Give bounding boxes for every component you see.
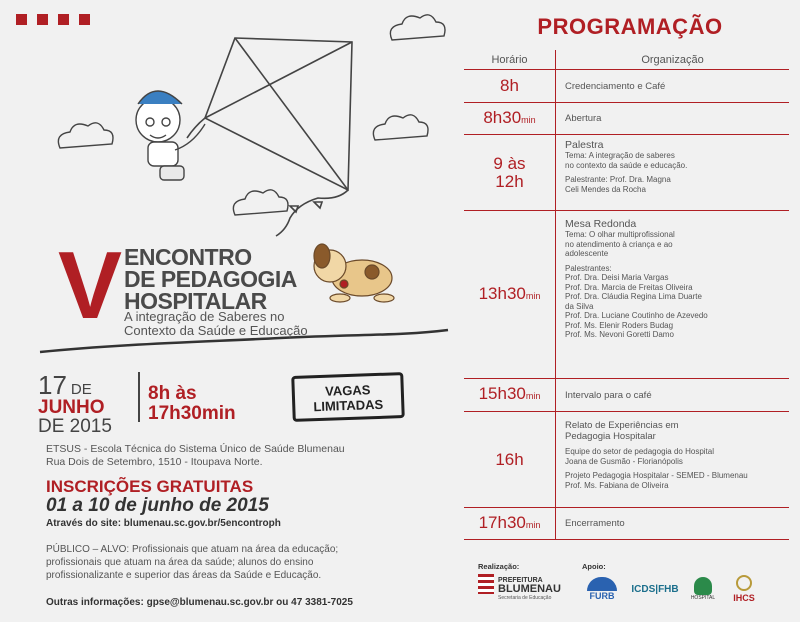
event-time	[148, 384, 236, 424]
row-titulo: Pedagogia Hospitalar	[565, 431, 656, 442]
inscricoes-dates: 01 a 10 de junho de 2015	[46, 495, 269, 516]
kite-illustration	[187, 38, 352, 236]
row-texto: Intervalo para o café	[565, 389, 652, 401]
event-subtitle	[124, 310, 308, 338]
row-palestrante: Palestrante: Prof. Dra. Magna	[565, 175, 671, 184]
location-line: Rua Dois de Setembro, 1510 - Itoupava Norte.	[46, 456, 263, 468]
table-row	[464, 70, 789, 103]
publico-line: PÚBLICO – ALVO: Profissionais que atuam na área da educação;	[46, 544, 339, 555]
publico-line: profissionais que atuam na área da saúde; alunos do ensino	[46, 557, 314, 568]
row-hora: 9 às 12h	[464, 135, 556, 210]
publico-line: profissionalizante e superior das áreas da Saúde e Educação.	[46, 570, 322, 581]
date-month: JUNHO	[38, 397, 105, 418]
time-line: 8h às	[148, 383, 197, 404]
row-tema: Tema: A integração de saberes	[565, 151, 675, 160]
location-line: ETSUS - Escola Técnica do Sistema Único de Saúde Blumenau	[46, 443, 345, 455]
row-hora: 8h	[464, 70, 556, 102]
row-titulo: Palestra	[565, 139, 604, 151]
inscricoes-site: Através do site: blumenau.sc.gov.br/5encontroph	[46, 518, 281, 529]
contact-info: Outras informações: gpse@blumenau.sc.gov.br ou 47 3381-7025	[46, 597, 353, 608]
event-date	[38, 372, 112, 436]
row-palestrante: Palestrantes:	[565, 263, 612, 273]
row-palestrante: Prof. Dra. Deisi Maria Vargas	[565, 273, 669, 282]
vagas-line: LIMITADAS	[313, 396, 384, 415]
row-tema: no atendimento à criança e ao	[565, 239, 673, 249]
row-equipe: Equipe do setor de pedagogia do Hospital	[565, 447, 714, 456]
row-texto: Abertura	[565, 113, 602, 124]
row-titulo: Relato de Experiências em	[565, 420, 679, 431]
col-horario: Horário	[464, 50, 556, 69]
hospital-logo: HOSPITAL	[686, 572, 720, 606]
event-title	[124, 246, 297, 312]
hospital-icon	[694, 577, 712, 595]
table-header	[464, 50, 789, 70]
date-day: 17	[38, 370, 67, 400]
row-tema: no contexto da saúde e educação.	[565, 160, 688, 170]
row-projeto: Prof. Ms. Fabiana de Oliveira	[565, 480, 669, 490]
row-texto: Encerramento	[565, 518, 625, 529]
row-titulo: Mesa Redonda	[565, 218, 637, 230]
inscricoes-title: INSCRIÇÕES GRATUITAS	[46, 477, 254, 496]
event-title-line: DE PEDAGOGIA	[124, 266, 297, 292]
row-palestrante: da Silva	[565, 301, 594, 311]
publico-alvo	[46, 543, 338, 582]
programacao-title: PROGRAMAÇÃO	[537, 14, 723, 39]
row-hora: 17h30min	[464, 508, 556, 539]
row-palestrante: Prof. Ms. Nevoni Goretti Damo	[565, 330, 674, 339]
row-palestrante: Prof. Dra. Luciane Coutinho de Azevedo	[565, 311, 708, 320]
seal-icon	[736, 575, 752, 591]
event-subtitle-line: Contexto da Saúde e Educação	[124, 323, 308, 338]
location	[46, 443, 345, 469]
event-title-line: ENCONTRO	[124, 244, 252, 270]
table-row	[464, 135, 789, 211]
prefeitura-blumenau-logo: PREFEITURA BLUMENAU Secretaria de Educação	[478, 572, 570, 606]
row-palestrante: Prof. Ms. Elenir Roders Budag	[565, 320, 674, 330]
flag-icon	[478, 574, 494, 594]
furb-icon	[587, 577, 617, 591]
row-palestrante: Prof. Dra. Marcia de Freitas Oliveira	[565, 282, 693, 292]
cloud-icon	[58, 15, 445, 215]
apoio-label: Apoio:	[582, 562, 606, 571]
table-row	[464, 103, 789, 135]
row-tema: adolescente	[565, 249, 609, 258]
row-hora: 15h30min	[464, 379, 556, 411]
time-line: 17h30min	[148, 403, 236, 424]
event-subtitle-line: A integração de Saberes no	[124, 309, 285, 324]
row-hora: 13h30min	[464, 211, 556, 378]
dog-illustration	[314, 244, 394, 302]
furb-logo: FURB	[582, 572, 622, 606]
vagas-stamp	[291, 372, 405, 422]
table-row	[464, 379, 789, 412]
date-divider	[138, 372, 140, 422]
table-row	[464, 508, 789, 540]
row-tema: Tema: O olhar multiprofissional	[565, 230, 675, 239]
realizacao-label: Realização:	[478, 562, 520, 571]
event-title-line: HOSPITALAR	[124, 288, 267, 314]
event-numeral: V	[58, 232, 119, 339]
row-palestrante: Celi Mendes da Rocha	[565, 184, 646, 194]
row-palestrante: Prof. Dra. Cláudia Regina Lima Duarte	[565, 292, 702, 301]
vagas-line: VAGAS	[324, 382, 371, 399]
programacao-table	[464, 50, 789, 540]
ihcs-logo: IHCS	[726, 572, 762, 606]
icds-fhb-logo: ICDS|FHB	[631, 583, 679, 595]
table-row	[464, 211, 789, 379]
boy-illustration	[136, 91, 205, 180]
row-texto: Credenciamento e Café	[565, 80, 666, 92]
row-equipe: Joana de Gusmão - Florianópolis	[565, 456, 683, 466]
row-projeto: Projeto Pedagogia Hospitalar - SEMED - Blumenau	[565, 471, 748, 480]
row-hora: 16h	[464, 412, 556, 507]
row-hora: 8h30min	[464, 103, 556, 134]
date-de: DE	[70, 381, 92, 398]
table-row	[464, 412, 789, 508]
date-year: DE 2015	[38, 416, 112, 437]
col-organizacao: Organização	[641, 54, 704, 66]
